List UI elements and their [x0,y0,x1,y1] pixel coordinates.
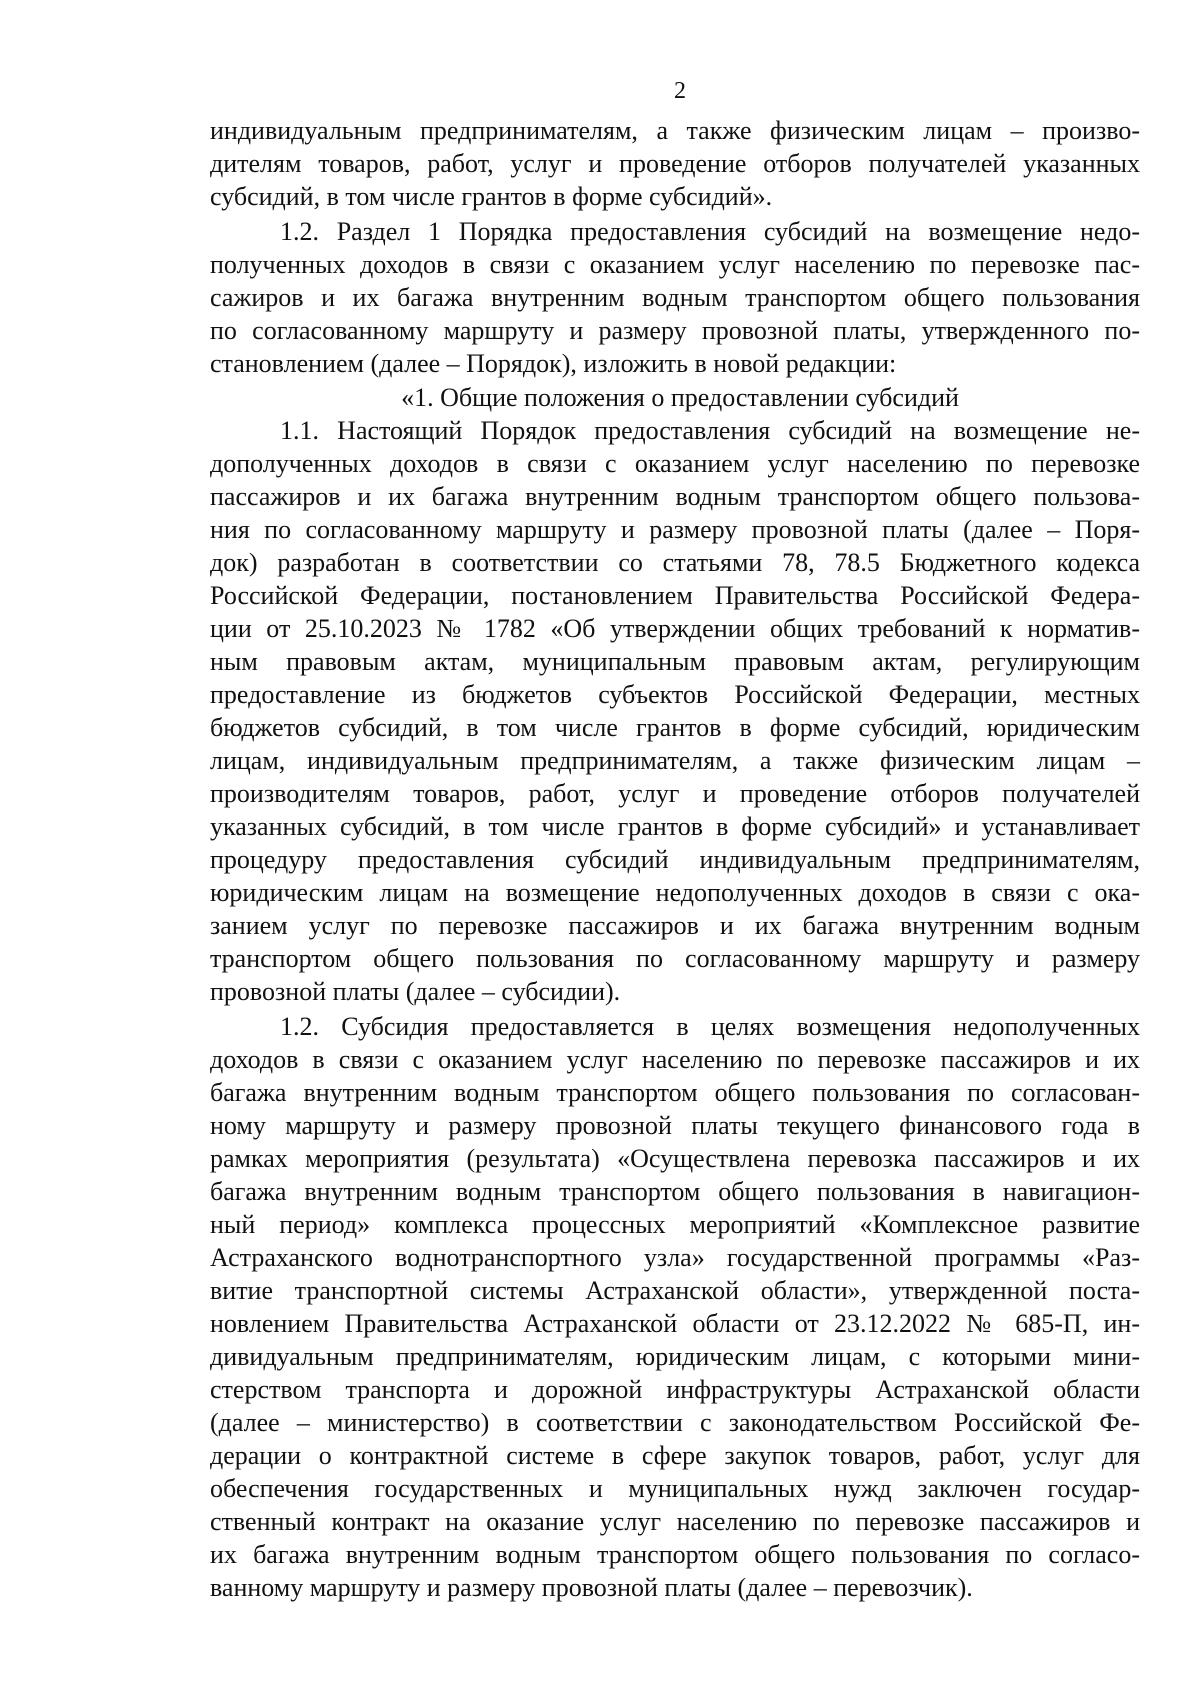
text-line: ванному маршруту и размеру провозной платы (далее – перевозчик). [210,1573,973,1602]
text-line: багажа внутренним водным транспортом общего пользования по согласован- [210,1078,1140,1107]
text-line: предоставление из бюджетов субъектов Российской Федерации, местных [210,680,1140,709]
text-line: 1.2. Субсидия предоставляется в целях возмещения недополученных [280,1012,1140,1041]
text-line: ному маршруту и размеру провозной платы текущего финансового года в [210,1111,1140,1140]
section-heading: «1. Общие положения о предоставлении субсидий [401,383,959,412]
text-line: дителям товаров, работ, услуг и проведение отборов получателей указанных [210,149,1140,178]
text-line: док) разработан в соответствии со статьями 78, 78.5 Бюджетного кодекса [210,548,1140,577]
text-line: ственный контракт на оказание услуг населению по перевозке пассажиров и [210,1507,1140,1536]
text-line: доходов в связи с оказанием услуг населению по перевозке пассажиров и их [210,1045,1140,1074]
text-line: становлением (далее – Порядок), изложить в новой редакции: [210,349,897,378]
text-line: транспортом общего пользования по согласованному маршруту и размеру [210,944,1140,973]
text-line: ния по согласованному маршруту и размеру провозной платы (далее – Поря- [210,515,1140,544]
text-line: (далее – министерство) в соответствии с законодательством Российской Фе- [210,1408,1140,1437]
text-line: указанных субсидий, в том числе грантов в форме субсидий» и устанавливает [210,812,1140,841]
text-line: дивидуальным предпринимателям, юридическим лицам, с которыми мини- [210,1342,1140,1371]
text-line: юридическим лицам на возмещение недополученных доходов в связи с ока- [210,878,1140,907]
text-line: субсидий, в том числе грантов в форме субсидий». [210,182,773,211]
text-line: сажиров и их багажа внутренним водным транспортом общего пользования [210,283,1140,312]
text-line: обеспечения государственных и муниципальных нужд заключен государ- [210,1474,1140,1503]
text-line: 1.2. Раздел 1 Порядка предоставления субсидий на возмещение недо- [280,217,1140,246]
text-line: по согласованному маршруту и размеру провозной платы, утвержденного по- [210,316,1140,345]
text-line: дерации о контрактной системе в сфере закупок товаров, работ, услуг для [210,1441,1140,1470]
text-line: дополученных доходов в связи с оказанием услуг населению по перевозке [210,449,1140,478]
text-line: Астраханского воднотранспортного узла» государственной программы «Раз- [210,1243,1140,1272]
text-line: новлением Правительства Астраханской области от 23.12.2022 № 685-П, ин- [210,1309,1140,1338]
page-number: 2 [674,78,686,104]
text-line: их багажа внутренним водным транспортом общего пользования по согласо- [210,1540,1140,1569]
text-line: индивидуальным предпринимателям, а также физическим лицам – произво- [210,116,1140,145]
text-line: производителям товаров, работ, услуг и проведение отборов получателей [210,779,1140,808]
text-line: багажа внутренним водным транспортом общего пользования в навигацион- [210,1177,1140,1206]
text-line: витие транспортной системы Астраханской области», утвержденной поста- [210,1276,1140,1305]
text-line: процедуру предоставления субсидий индивидуальным предпринимателям, [210,845,1140,874]
text-line: полученных доходов в связи с оказанием услуг населению по перевозке пас- [210,250,1140,279]
text-line: пассажиров и их багажа внутренним водным транспортом общего пользова- [210,482,1140,511]
text-line: ный период» комплекса процессных мероприятий «Комплексное развитие [210,1210,1140,1239]
text-line: лицам, индивидуальным предпринимателям, а также физическим лицам – [210,746,1140,775]
text-line: провозной платы (далее – субсидии). [210,977,621,1006]
text-line: рамках мероприятия (результата) «Осуществлена перевозка пассажиров и их [210,1144,1140,1173]
text-line: 1.1. Настоящий Порядок предоставления субсидий на возмещение не- [280,416,1140,445]
text-line: Российской Федерации, постановлением Правительства Российской Федера- [210,581,1140,610]
text-line: занием услуг по перевозке пассажиров и их багажа внутренним водным [210,911,1140,940]
text-line: ции от 25.10.2023 № 1782 «Об утверждении общих требований к норматив- [210,614,1140,643]
text-line: стерством транспорта и дорожной инфраструктуры Астраханской области [210,1375,1140,1404]
text-line: ным правовым актам, муниципальным правовым актам, регулирующим [210,647,1140,676]
text-line: бюджетов субсидий, в том числе грантов в форме субсидий, юридическим [210,713,1140,742]
